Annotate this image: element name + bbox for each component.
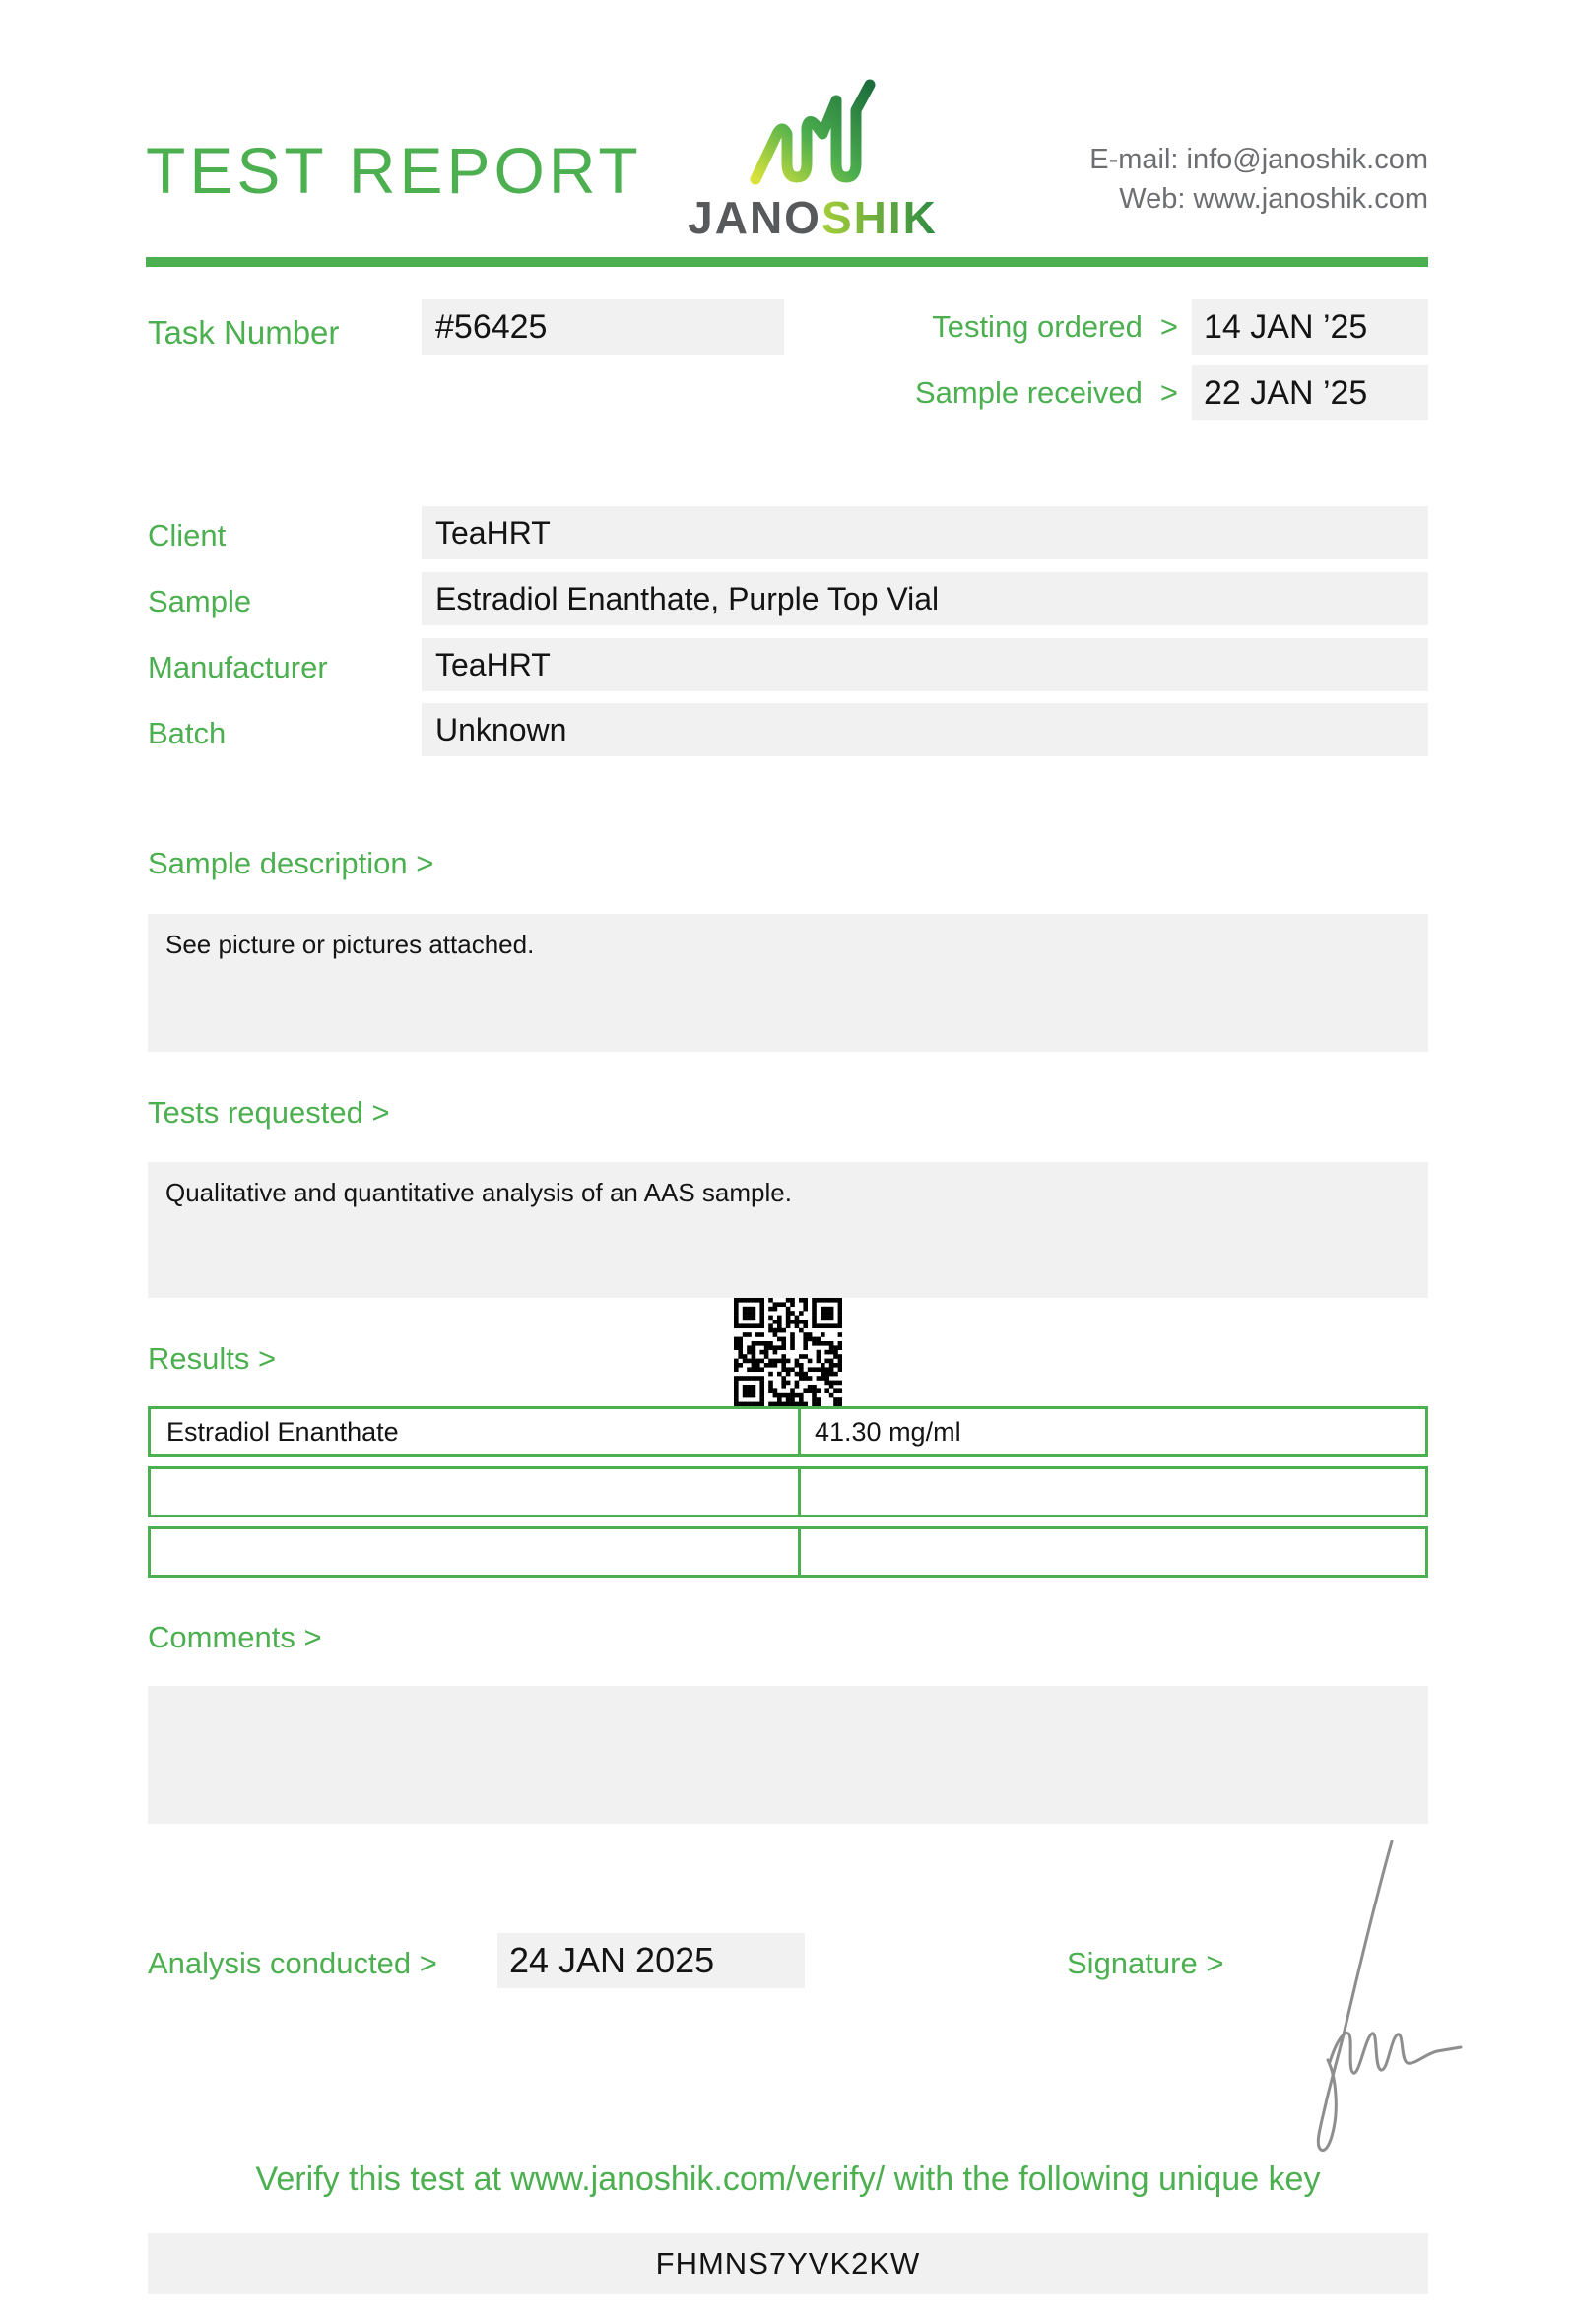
sample-received-arrow: >	[1159, 375, 1178, 410]
task-number-field: #56425	[422, 299, 784, 355]
sample-description-heading: Sample description >	[148, 846, 434, 880]
sample-received-value: 22 JAN ’25	[1192, 365, 1428, 420]
result-value-cell	[801, 1469, 1425, 1515]
logo-shik: SHIK	[821, 192, 938, 243]
unique-key-field: FHMNS7YVK2KW	[148, 2233, 1428, 2294]
comments-heading: Comments >	[148, 1620, 322, 1654]
task-number-label: Task Number	[148, 314, 340, 351]
logo	[680, 77, 946, 243]
sample-received-label: Sample received	[914, 375, 1143, 410]
chart-trend-icon	[748, 77, 878, 193]
email-value: info@janoshik.com	[1186, 144, 1428, 175]
result-value-cell	[801, 1529, 1425, 1575]
contact-block	[1089, 140, 1428, 219]
results-heading: Results >	[148, 1341, 277, 1376]
comments-box	[148, 1686, 1428, 1824]
analysis-conducted-value: 24 JAN 2025	[497, 1933, 805, 1988]
result-name-cell: Estradiol Enanthate	[151, 1409, 801, 1454]
testing-ordered-arrow: >	[1159, 309, 1178, 344]
tests-requested-box: Qualitative and quantitative analysis of an AAS sample.	[148, 1162, 1428, 1298]
header-divider	[146, 257, 1428, 267]
results-table-row	[148, 1466, 1428, 1517]
analysis-conducted-label: Analysis conducted >	[148, 1946, 437, 1980]
result-value-cell: 41.30 mg/ml	[815, 1416, 961, 1447]
verify-text: Verify this test at www.janoshik.com/verify/ with the following unique key	[255, 2161, 1321, 2198]
logo-wordmark	[680, 192, 946, 243]
tests-requested-heading: Tests requested >	[148, 1095, 390, 1130]
testing-ordered-value: 14 JAN ’25	[1192, 299, 1428, 355]
testing-ordered-label: Testing ordered	[932, 309, 1143, 344]
signature-image	[1276, 1834, 1468, 2157]
client-value: TeaHRT	[422, 506, 1428, 559]
web-label: Web:	[1119, 183, 1186, 215]
email-row	[1089, 140, 1428, 179]
page-title: TEST REPORT	[146, 134, 642, 207]
signature-label: Signature >	[1067, 1946, 1224, 1980]
sample-received-row	[915, 365, 1428, 420]
sample-description-box: See picture or pictures attached.	[148, 914, 1428, 1052]
manufacturer-value: TeaHRT	[422, 638, 1428, 691]
results-table-row	[148, 1406, 1428, 1457]
result-name-cell	[151, 1529, 801, 1575]
email-label: E-mail:	[1089, 144, 1179, 175]
sample-value: Estradiol Enanthate, Purple Top Vial	[422, 572, 1428, 625]
logo-jano: JANO	[688, 192, 821, 243]
qr-code	[734, 1298, 842, 1406]
client-label: Client	[148, 518, 227, 552]
batch-value: Unknown	[422, 703, 1428, 756]
sample-label: Sample	[148, 584, 252, 618]
result-name-cell	[151, 1469, 801, 1515]
manufacturer-label: Manufacturer	[148, 650, 328, 684]
testing-ordered-row	[932, 299, 1428, 355]
web-row	[1089, 179, 1428, 219]
results-table-row	[148, 1526, 1428, 1578]
web-value: www.janoshik.com	[1193, 183, 1428, 215]
batch-label: Batch	[148, 716, 227, 750]
